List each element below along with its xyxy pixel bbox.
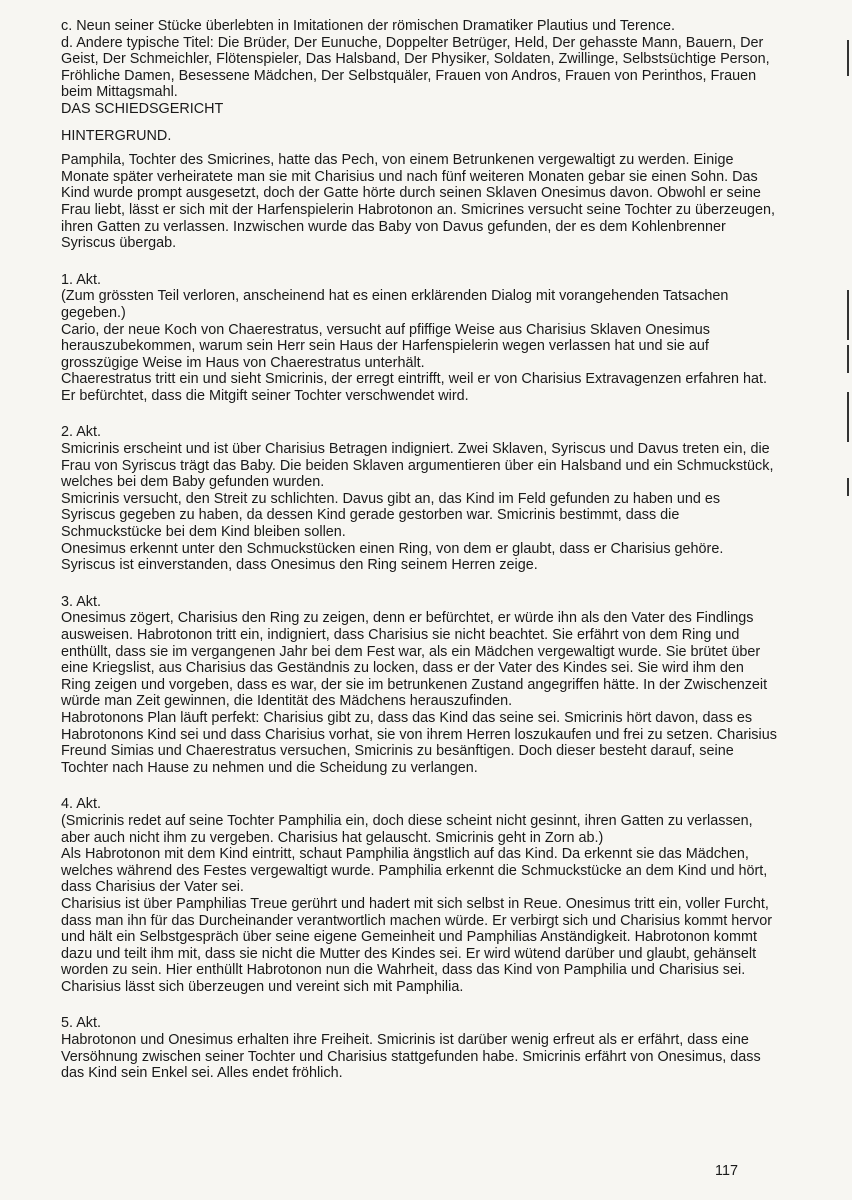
act-5-heading: 5. Akt.: [61, 1015, 101, 1032]
act-1-paragraph: Chaerestratus tritt ein und sieht Smicrinis, der erregt eintrifft, weil er von Charisius Extravagenzen erfahren hat. Er befürchtet, dass die Mitgift seiner Tochter verschwendet wird.: [61, 371, 767, 404]
act-3-section: [61, 594, 777, 777]
act-2-paragraph: Onesimus erkennt unter den Schmuckstücken einen Ring, von dem er glaubt, dass er Charisius gehöre. Syriscus ist einverstanden, dass Onesimus den Ring seinem Herren zeige.: [61, 540, 724, 574]
act-2-heading: 2. Akt.: [61, 424, 101, 441]
scan-edge-mark: [847, 40, 849, 76]
document-title: DAS SCHIEDSGERICHT: [61, 100, 224, 117]
act-1-section: [61, 272, 777, 405]
act-1-paragraph: Cario, der neue Koch von Chaerestratus, versucht auf pfiffige Weise aus Charisius Sklaven Onesimus herauszubekommen, warum sein Herr sein Haus der Harfenspielerin wegen verlassen hat und sie auf grosszügige Weise im Haus von Chaerestratus unterhält.: [61, 321, 710, 371]
act-1-paragraph: (Zum grössten Teil verloren, anscheinend hat es einen erklärenden Dialog mit vorangehenden Tatsachen gegeben.): [61, 288, 729, 321]
act-2-paragraph: Smicrinis erscheint und ist über Charisius Betragen indigniert. Zwei Sklaven, Syriscus und Davus treten ein, die Frau von Syriscus trägt das Baby. Die beiden Sklaven argumentieren über ein Halsband und ein Schmuckstück, welches bei dem Baby gefunden wurden.: [61, 441, 774, 491]
background-section: [61, 152, 777, 252]
act-3-paragraph: Onesimus zögert, Charisius den Ring zu zeigen, denn er befürchtet, er würde ihn als den Vater des Findlings ausweisen. Habrotonon tritt ein, indigniert, dass Charisius sie nicht beachtet. Sie erfährt von dem Ring und enthüllt, dass sie im vergangenen Jahr bei dem Fest war, als ein Mädchen vergewaltigt wurde. Sie brütet über eine Kriegslist, aus Charisius das Geständnis zu locken, dass er der Vater des Kindes sei. Sie wird ihm den Ring zeigen und vorgeben, dass es war, der sie im betrunkenen Zustand angegriffen hätte. In der Zwischenzeit würde man Zeit gewinnen, die Identität des Mädchens herauszufinden.: [61, 610, 768, 710]
page-number: 117: [715, 1163, 738, 1179]
document-page: [61, 18, 777, 1082]
footnote-d: d. Andere typische Titel: Die Brüder, Der Eunuche, Doppelter Betrüger, Held, Der gehasste Mann, Bauern, Der Geist, Der Schmeichler, Flötenspieler, Das Halsband, Der Physiker, Soldaten, Zwillinge, Selbstsüchtige Person, Fröhliche Damen, Besessene Mädchen, Der Selbstquäler, Frauen von Andros, Frauen von Perinthos, Frauen beim Mittagsmahl.: [61, 34, 770, 101]
act-4-section: [61, 796, 777, 995]
act-4-paragraph: Als Habrotonon mit dem Kind eintritt, schaut Pamphilia ängstlich auf das Kind. Da erkennt sie das Mädchen, welches während des Festes vergewaltigt wurde. Pamphilia erkennt die Schmuckstücke an dem Kind und hört, dass Charisius der Vater sei.: [61, 846, 768, 896]
act-3-paragraph: Habrotonons Plan läuft perfekt: Charisius gibt zu, dass das Kind das seine sei. Smicrinis hört davon, dass es Habrotonons Kind sei und dass Charisius vorhat, sie von ihrem Herren loszukaufen und frei zu setzen. Charisius Freund Simias und Chaerestratus versuchen, Smicrinis zu besänftigen. Doch dieser besteht darauf, seine Tochter nach Hause zu nehmen und die Scheidung zu verlangen.: [61, 709, 777, 776]
scan-edge-mark: [847, 345, 849, 373]
scan-edge-mark: [847, 478, 849, 496]
act-5-section: [61, 1015, 777, 1081]
scan-edge-mark: [847, 392, 849, 442]
act-3-heading: 3. Akt.: [61, 593, 101, 610]
act-2-paragraph: Smicrinis versucht, den Streit zu schlichten. Davus gibt an, das Kind im Feld gefunden zu haben und es Syriscus gegeben zu haben, da dessen Kind gerade gestorben war. Smicrinis bestimmt, dass die Schmuckstücke bei dem Kind bleiben sollen.: [61, 490, 721, 541]
background-text: Pamphila, Tochter des Smicrines, hatte das Pech, von einem Betrunkenen vergewaltigt zu werden. Einige Monate später verheiratete man sie mit Charisius und nach fünf weiteren Monaten gebar sie einen Sohn. Das Kind wurde prompt ausgesetzt, doch der Gatte hörte durch seinen Sklaven Onesimus davon. Obwohl er seine Frau liebt, lässt er sich mit der Harfenspielerin Habrotonon an. Smicrines versucht seine Tochter zu überzeugen, ihren Gatten zu verlassen. Inzwischen wurde das Baby von Davus gefunden, der es dem Kohlenbrenner Syriscus übergab.: [61, 152, 776, 252]
act-4-heading: 4. Akt.: [61, 796, 101, 813]
act-4-paragraph: Charisius ist über Pamphilias Treue gerührt und hadert mit sich selbst in Reue. Onesimus tritt ein, voller Furcht, dass man ihn für das Durcheinander verantwortlich machen würde. Er verbirgt sich und Charisius kommt hervor und hält ein Selbstgespräch über seine eigene Gemeinheit und Pamphilias Anständigkeit. Habrotonon kommt dazu und teilt ihm mit, dass sie nicht die Mutter des Kindes sei. Er wird wütend darüber und glaubt, gehänselt worden zu sein. Hier enthüllt Habrotonon nun die Wahrheit, dass das Kind von Pamphilia und Charisius sei. Charisius lässt sich überzeugen und vereint sich mit Pamphilia.: [61, 895, 773, 995]
act-5-paragraph: Habrotonon und Onesimus erhalten ihre Freiheit. Smicrinis ist darüber wenig erfreut als er erfährt, dass eine Versöhnung zwischen seiner Tochter und Charisius stattgefunden habe. Smicrinis erfährt von Onesimus, dass das Kind sein Enkel sei. Alles endet fröhlich.: [61, 1032, 761, 1082]
scan-edge-mark: [847, 290, 849, 340]
act-4-paragraph: (Smicrinis redet auf seine Tochter Pamphilia ein, doch diese scheint nicht gesinnt, ihren Gatten zu verlassen, aber auch nicht ihm zu vergeben. Charisius hat gelauscht. Smicrinis geht in Zorn ab.): [61, 812, 753, 846]
footnote-c: c. Neun seiner Stücke überlebten in Imitationen der römischen Dramatiker Plautius und Terence.: [61, 18, 676, 34]
footnotes: [61, 18, 777, 101]
act-2-section: [61, 424, 777, 573]
background-heading: HINTERGRUND.: [61, 127, 172, 144]
act-1-heading: 1. Akt.: [61, 271, 101, 288]
